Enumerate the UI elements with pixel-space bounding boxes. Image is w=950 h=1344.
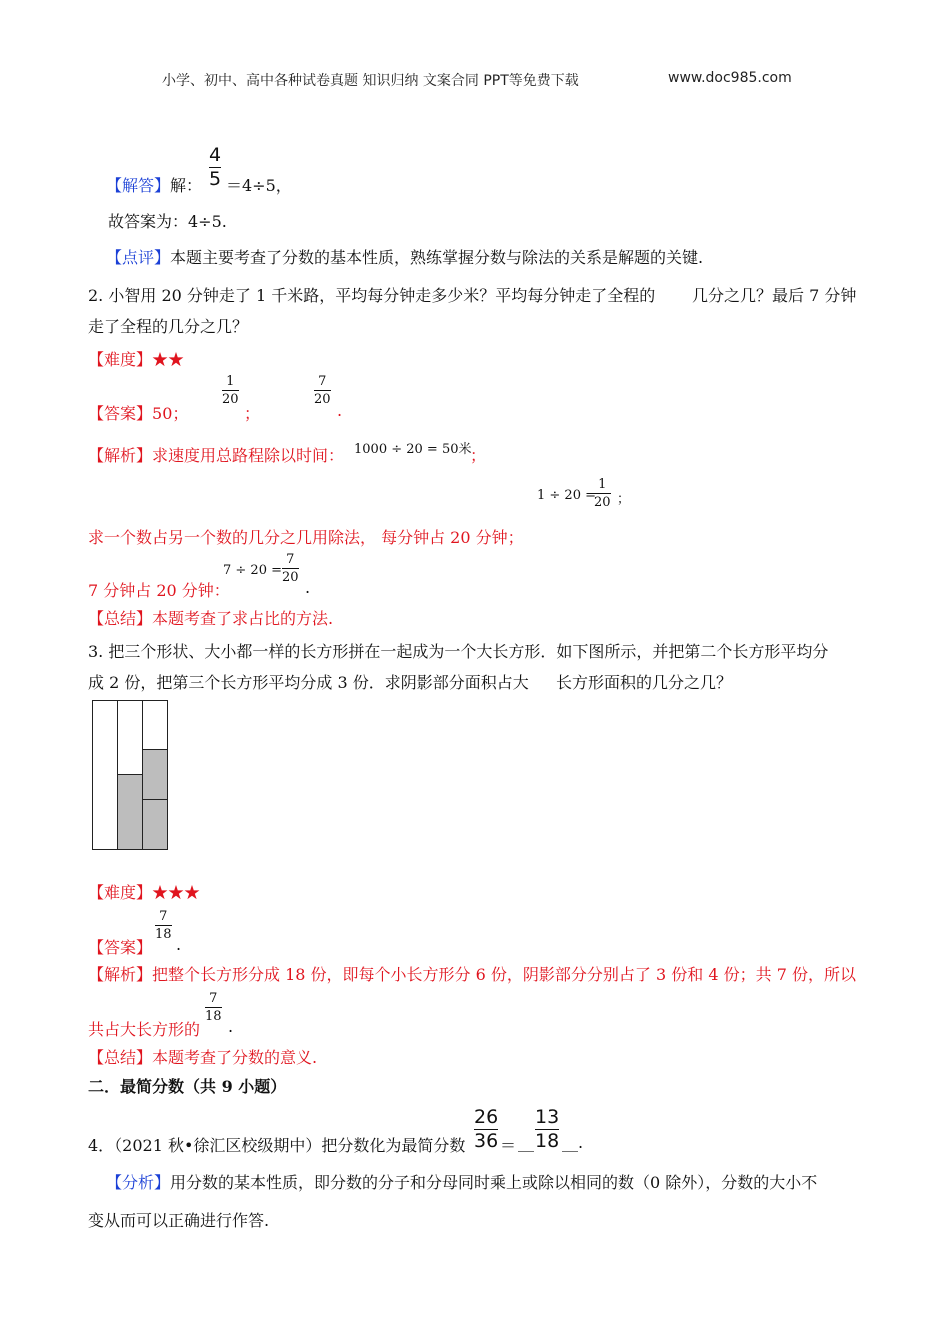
q3-analysis-num: 7 [209, 991, 218, 1006]
q3-summary-tag: 【总结】 [88, 1048, 153, 1067]
q2-line1b: 几分之几？最后 7 分钟 [692, 286, 857, 305]
q2-ans1-den: 20 [222, 392, 239, 407]
q3-answer-frac [155, 910, 172, 941]
q2-summary-text: 本题考查了求占比的方法. [152, 609, 334, 628]
q4-left-den: 36 [474, 1130, 499, 1152]
q4-left-num: 26 [474, 1106, 499, 1128]
q2-eq2-den: 20 [594, 495, 611, 510]
q1-frac-num: 4 [209, 144, 222, 166]
q4-analysis [106, 1170, 817, 1193]
q1-jieda-tag: 【解答】 [106, 176, 171, 195]
q3-summary-text: 本题考查了分数的意义. [152, 1048, 318, 1067]
q4-right-num: 13 [535, 1106, 560, 1128]
q3-line2a: 成 2 份，把第三个长方形平均分成 3 份．求阴影部分面积占大 [88, 673, 529, 692]
q2-ans1-num: 1 [226, 374, 235, 389]
q4-blank-after[interactable]: __. [562, 1133, 584, 1152]
q3-rectangle-figure [92, 700, 168, 850]
q1-jieda-line [106, 173, 202, 196]
q2-answer-sep: ； [244, 404, 261, 423]
header-site[interactable]: www.doc985.com [668, 70, 792, 86]
q3-line1: 3. 把三个形状、大小都一样的长方形拼在一起成为一个大长方形．如下图所示，并把第二个长方形平均分 [88, 642, 829, 661]
q2-eq2-bar [594, 493, 611, 494]
q4-equals: ＝ [500, 1136, 517, 1155]
q2-line-division: 求一个数占另一个数的几分之几用除法， 每分钟占 20 分钟； [88, 528, 524, 547]
q1-answer-line: 故答案为：4÷5. [108, 212, 227, 231]
q3-line2b: 长方形面积的几分之几？ [556, 673, 733, 692]
q3-analysis [88, 962, 856, 985]
q2-line-seven: 7 分钟占 20 分钟： [88, 581, 230, 600]
header-banner: 小学、初中、高中各种试卷真题 知识归纳 文案合同 PPT等免费下载 [162, 73, 579, 89]
q2-answer-frac1 [222, 375, 239, 406]
q3-analysis-line2: 共占大长方形的 [88, 1020, 201, 1039]
q4-analysis-line2: 变从而可以正确进行作答. [88, 1211, 270, 1230]
q3-ans-bar [155, 925, 172, 926]
q3-answer-dot: . [176, 935, 182, 954]
q2-answer [88, 401, 188, 424]
q4-analysis-text: 用分数的某本性质，即分数的分子和分母同时乘上或除以相同的数（0 除外），分数的大小不 [170, 1173, 818, 1192]
q2-eq1-semicolon: ； [470, 446, 487, 465]
q2-answer-tag: 【答案】 [88, 404, 153, 423]
q3-rect-third-bottom-shaded [142, 799, 168, 850]
q4-fraction-left [474, 1108, 498, 1151]
q1-dianping-line [106, 245, 703, 268]
q3-rect-second-shaded [117, 774, 143, 850]
q2-eq3-num: 7 [286, 552, 295, 567]
q2-eq3-frac [282, 553, 299, 584]
q2-summary-tag: 【总结】 [88, 609, 153, 628]
q2-eq2-num: 1 [598, 477, 607, 492]
q3-analysis-den: 18 [205, 1009, 222, 1024]
q2-line1a: 2. 小智用 20 分钟走了 1 千米路，平均每分钟走多少米？平均每分钟走了全程的 [88, 286, 656, 305]
q4-fraction-right [535, 1108, 559, 1151]
q2-ans1-bar [222, 390, 239, 391]
q3-analysis-text: 把整个长方形分成 18 份，即每个小长方形分 6 份，阴影部分分别占了 3 份和 4 份；共 7 份，所以 [152, 965, 856, 984]
q2-difficulty-stars: ★★ [152, 350, 185, 369]
q3-difficulty-tag: 【难度】 [88, 883, 153, 902]
q1-fraction [209, 146, 221, 189]
q3-rect-third-mid-shaded [142, 749, 168, 800]
q4-stem: 4．（2021 秋•徐汇区校级期中）把分数化为最简分数 [88, 1136, 466, 1155]
q2-answer-dot: . [337, 401, 343, 420]
q1-dianping-tag: 【点评】 [106, 248, 171, 267]
q2-ans2-bar [314, 390, 331, 391]
q2-eq3-end: . [305, 578, 311, 597]
q2-eq2-left: 1 ÷ 20 = [537, 488, 596, 503]
q2-eq2-frac [594, 478, 611, 509]
q3-ans-num: 7 [159, 909, 168, 924]
q3-ans-den: 18 [155, 927, 172, 942]
q3-difficulty [88, 880, 200, 903]
q2-analysis-text: 求速度用总路程除以时间： [152, 446, 345, 465]
q2-eq2-end: ； [617, 492, 631, 507]
q2-summary [88, 606, 333, 629]
q2-difficulty [88, 347, 184, 370]
q2-analysis-tag: 【解析】 [88, 446, 153, 465]
q2-eq3-den: 20 [282, 570, 299, 585]
q2-ans2-den: 20 [314, 392, 331, 407]
q2-analysis [88, 443, 344, 466]
q2-eq1: 1000 ÷ 20 = 50米 [354, 442, 472, 457]
q3-rect-second-top [117, 700, 143, 775]
q3-analysis-end: . [228, 1017, 234, 1036]
q3-summary [88, 1045, 317, 1068]
q2-eq3-left: 7 ÷ 20 = [223, 563, 282, 578]
q2-ans2-num: 7 [318, 374, 327, 389]
q3-rect-third-top [142, 700, 168, 750]
q4-blank-before[interactable]: __ [518, 1133, 534, 1152]
q1-frac-den: 5 [209, 168, 222, 190]
q1-dianping-text: 本题主要考查了分数的基本性质，熟练掌握分数与除法的关系是解题的关键. [170, 248, 704, 267]
q3-answer-tag: 【答案】 [88, 938, 153, 957]
q1-eq-rest: ＝4÷5， [226, 176, 292, 195]
q2-line2: 走了全程的几分之几？ [88, 317, 249, 336]
q4-analysis-tag: 【分析】 [106, 1173, 171, 1192]
q3-analysis-tag: 【解析】 [88, 965, 153, 984]
q3-analysis-frac [205, 992, 222, 1023]
q2-eq3-bar [282, 568, 299, 569]
section2-title: 二．最简分数（共 9 小题） [88, 1077, 287, 1096]
q1-jieda-text: 解： [170, 176, 203, 195]
q4-right-den: 18 [535, 1130, 560, 1152]
q3-analysis-bar [205, 1007, 222, 1008]
q2-answer-text: 50； [152, 404, 189, 423]
q3-rect-first [92, 700, 118, 850]
q2-answer-frac2 [314, 375, 331, 406]
q2-difficulty-tag: 【难度】 [88, 350, 153, 369]
q3-difficulty-stars: ★★★ [152, 883, 201, 902]
